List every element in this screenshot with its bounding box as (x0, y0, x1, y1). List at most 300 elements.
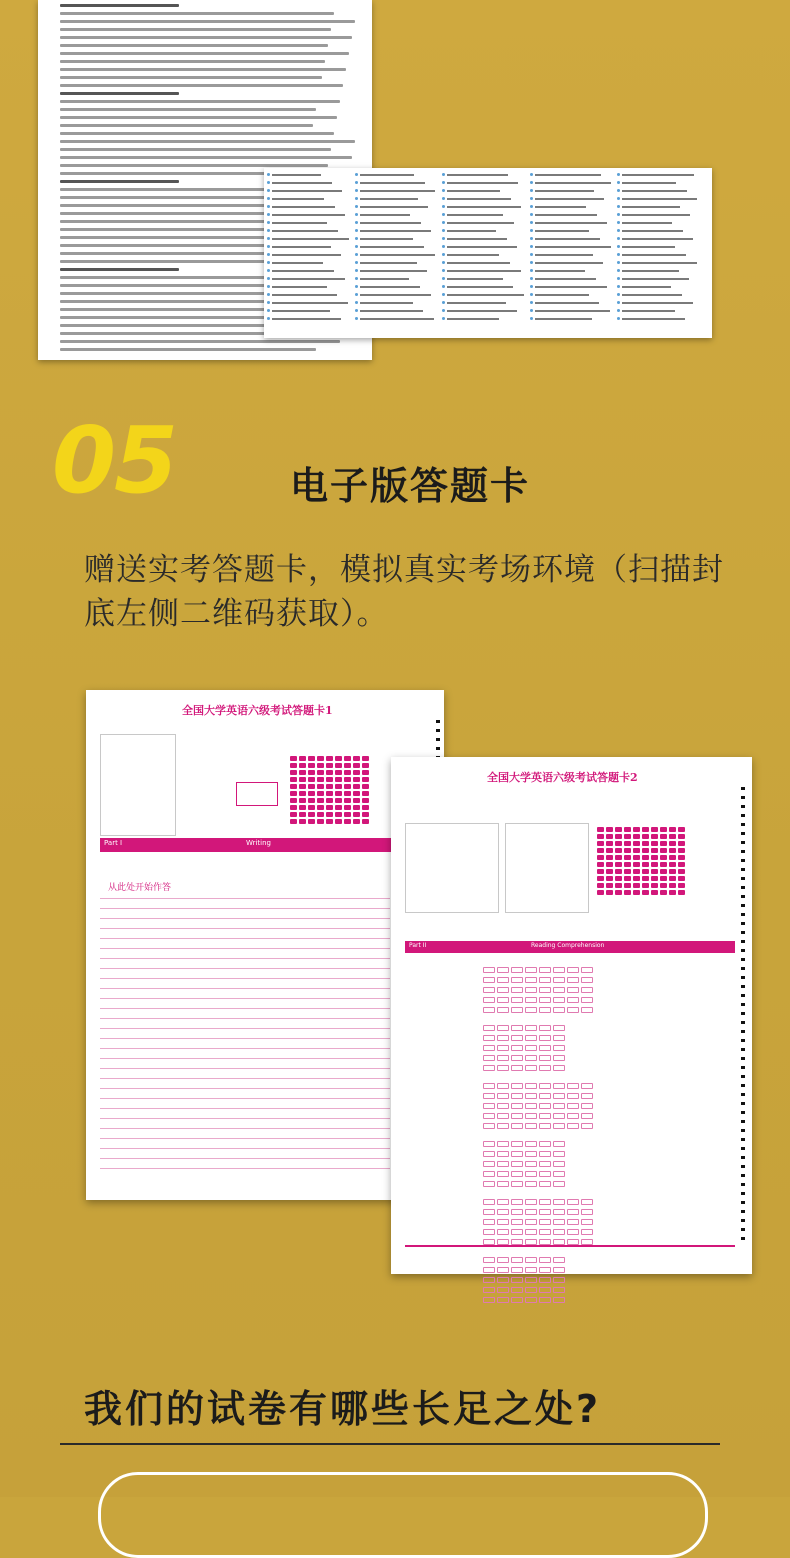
file-list-item (622, 182, 676, 184)
id-bubble (308, 798, 315, 803)
text-line (60, 84, 343, 87)
writing-line (100, 1028, 390, 1029)
answer-bubble (525, 1297, 537, 1303)
answer-bubble (553, 1287, 565, 1293)
answer-bubble (497, 1083, 509, 1089)
timing-mark (436, 747, 440, 750)
answer-bubble (581, 1083, 593, 1089)
file-list-item (535, 182, 612, 184)
id-bubble (615, 855, 622, 860)
id-bubble (344, 812, 351, 817)
id-bubble (624, 883, 631, 888)
answer-bubble (511, 1093, 523, 1099)
answer-bubble (567, 1093, 579, 1099)
id-bubble (326, 819, 333, 824)
timing-mark (741, 1012, 745, 1015)
file-list-item (535, 238, 600, 240)
id-bubble (669, 862, 676, 867)
file-list-item (272, 278, 345, 280)
id-bubble (308, 784, 315, 789)
file-list-item (447, 270, 520, 272)
id-bubble (651, 841, 658, 846)
id-bubble (669, 848, 676, 853)
timing-mark (741, 1237, 745, 1240)
file-list-item (622, 294, 682, 296)
file-list-item (447, 262, 510, 264)
text-line (60, 36, 352, 39)
id-bubble (669, 827, 676, 832)
file-list-grid (272, 174, 704, 332)
answer-bubble (483, 1267, 495, 1273)
id-bubble (335, 791, 342, 796)
id-bubble (353, 770, 360, 775)
timing-mark (741, 823, 745, 826)
id-bubble (326, 777, 333, 782)
answer-bubble (581, 987, 593, 993)
sheet2-answer-bubbles (483, 967, 683, 1315)
file-list-item (622, 254, 686, 256)
id-bubble (362, 763, 369, 768)
id-bubble (326, 812, 333, 817)
id-bubble (615, 848, 622, 853)
answer-bubble (497, 1257, 509, 1263)
timing-mark (741, 1102, 745, 1105)
text-line (60, 148, 331, 151)
answer-bubble (525, 1025, 537, 1031)
answer-bubble (525, 997, 537, 1003)
id-bubble (633, 869, 640, 874)
answer-bubble (553, 1277, 565, 1283)
file-list-item (447, 278, 502, 280)
id-bubble (353, 812, 360, 817)
file-list-item (622, 238, 693, 240)
id-bubble (615, 841, 622, 846)
id-bubble (335, 784, 342, 789)
id-bubble (615, 834, 622, 839)
file-list-item (360, 246, 424, 248)
answer-bubble (483, 1181, 495, 1187)
id-bubble (308, 777, 315, 782)
id-bubble (317, 763, 324, 768)
id-bubble (633, 876, 640, 881)
id-bubble (678, 883, 685, 888)
id-bubble (669, 841, 676, 846)
writing-line (100, 1078, 390, 1079)
answer-row (483, 1093, 683, 1099)
answer-bubble (483, 1199, 495, 1205)
id-bubble (624, 834, 631, 839)
sheet2-section-label: Reading Comprehension (531, 942, 605, 949)
answer-bubble (511, 1277, 523, 1283)
id-bubble (344, 756, 351, 761)
answer-bubble (539, 1257, 551, 1263)
answer-bubble (483, 1209, 495, 1215)
answer-bubble (483, 1257, 495, 1263)
file-list-item (622, 214, 690, 216)
file-list-item (272, 310, 330, 312)
id-bubble (597, 883, 604, 888)
answer-bubble (525, 1083, 537, 1089)
sheet2-title: 全国大学英语六级考试答题卡2 (487, 771, 638, 784)
file-list-item (535, 294, 589, 296)
file-list-column (622, 174, 704, 332)
id-bubble (651, 862, 658, 867)
answer-bubble (483, 987, 495, 993)
answer-bubble (483, 1297, 495, 1303)
answer-bubble (511, 1113, 523, 1119)
answer-bubble (581, 1093, 593, 1099)
next-section-frame (98, 1472, 708, 1558)
answer-bubble (483, 977, 495, 983)
answer-bubble (581, 1007, 593, 1013)
answer-bubble (553, 967, 565, 973)
file-list-item (535, 310, 610, 312)
answer-bubble (525, 1219, 537, 1225)
id-bubble (344, 805, 351, 810)
timing-mark (741, 895, 745, 898)
file-list-item (447, 214, 503, 216)
timing-mark (741, 1138, 745, 1141)
id-bubble (597, 862, 604, 867)
file-list-column (535, 174, 617, 332)
answer-bubble (553, 997, 565, 1003)
writing-line (100, 1128, 390, 1129)
answer-bubble (567, 987, 579, 993)
answer-bubble (511, 1287, 523, 1293)
id-bubble (317, 819, 324, 824)
timing-mark (741, 940, 745, 943)
id-bubble (633, 855, 640, 860)
id-bubble (606, 855, 613, 860)
id-bubble (290, 798, 297, 803)
answer-bubble (483, 1025, 495, 1031)
id-bubble (624, 841, 631, 846)
timing-mark (741, 1120, 745, 1123)
answer-bubble (511, 1103, 523, 1109)
id-bubble (606, 890, 613, 895)
writing-line (100, 948, 390, 949)
id-bubble (669, 855, 676, 860)
answer-row (483, 1025, 683, 1031)
id-bubble (362, 805, 369, 810)
text-line (60, 4, 179, 7)
text-line (60, 52, 349, 55)
timing-mark (741, 958, 745, 961)
answer-bubble (483, 997, 495, 1003)
answer-bubble (567, 997, 579, 1003)
answer-bubble (539, 997, 551, 1003)
answer-bubble (553, 1151, 565, 1157)
writing-line (100, 958, 390, 959)
answer-bubble (553, 1065, 565, 1071)
id-bubble (362, 784, 369, 789)
id-bubble (326, 805, 333, 810)
id-bubble (633, 883, 640, 888)
answer-bubble (581, 1103, 593, 1109)
answer-bubble (581, 967, 593, 973)
file-list-column (272, 174, 354, 332)
id-bubble (326, 784, 333, 789)
id-bubble (651, 855, 658, 860)
timing-mark (741, 1030, 745, 1033)
id-bubble (308, 763, 315, 768)
id-bubble (344, 770, 351, 775)
file-list-item (535, 174, 601, 176)
timing-mark (436, 738, 440, 741)
id-bubble (633, 890, 640, 895)
id-bubble (353, 777, 360, 782)
answer-bubble (511, 1181, 523, 1187)
timing-mark (741, 1048, 745, 1051)
id-bubble (353, 819, 360, 824)
id-bubble (633, 848, 640, 853)
timing-mark (741, 922, 745, 925)
text-line (60, 164, 328, 167)
timing-mark (741, 1003, 745, 1006)
answer-bubble (483, 1093, 495, 1099)
id-bubble (660, 862, 667, 867)
id-bubble (335, 756, 342, 761)
answer-bubble (525, 1171, 537, 1177)
answer-bubble (511, 1045, 523, 1051)
answer-bubble (525, 977, 537, 983)
file-list-item (272, 302, 348, 304)
id-bubble (344, 784, 351, 789)
id-bubble (299, 791, 306, 796)
text-line (60, 100, 340, 103)
sheet1-part-label: Part I (104, 839, 123, 847)
id-bubble (290, 791, 297, 796)
text-line (60, 140, 355, 143)
answer-bubble (497, 1161, 509, 1167)
answer-bubble (483, 1161, 495, 1167)
file-list-item (535, 214, 597, 216)
id-bubble (362, 791, 369, 796)
timing-mark (741, 796, 745, 799)
id-bubble (615, 890, 622, 895)
writing-line (100, 968, 390, 969)
text-line (60, 268, 179, 271)
file-list-item (622, 318, 685, 320)
id-bubble (633, 827, 640, 832)
answer-bubble (511, 997, 523, 1003)
file-list-item (272, 206, 335, 208)
answer-bubble (553, 1045, 565, 1051)
answer-bubble (511, 1229, 523, 1235)
id-bubble (326, 770, 333, 775)
id-bubble (651, 834, 658, 839)
answer-row (483, 1181, 683, 1187)
answer-bubble (567, 1123, 579, 1129)
answer-bubble (553, 1025, 565, 1031)
answer-bubble (567, 977, 579, 983)
timing-mark (741, 1075, 745, 1078)
id-bubble (299, 770, 306, 775)
id-bubble (669, 869, 676, 874)
id-bubble (299, 805, 306, 810)
writing-line (100, 1088, 390, 1089)
id-bubble (353, 763, 360, 768)
id-bubble (606, 883, 613, 888)
answer-row (483, 1229, 683, 1235)
answer-bubble (539, 1287, 551, 1293)
text-line (60, 156, 352, 159)
file-list-item (622, 206, 679, 208)
id-bubble (335, 805, 342, 810)
timing-mark (741, 841, 745, 844)
file-list-item (360, 318, 434, 320)
sheet1-info-box (100, 734, 176, 836)
writing-line (100, 898, 390, 899)
timing-mark (741, 805, 745, 808)
sheet2-part-label: Part II (409, 942, 427, 949)
answer-bubble (497, 1035, 509, 1041)
answer-row (483, 1103, 683, 1109)
timing-mark (741, 1228, 745, 1231)
file-list-item (622, 286, 671, 288)
writing-line (100, 988, 390, 989)
timing-mark (741, 967, 745, 970)
answer-row (483, 1199, 683, 1205)
answer-bubble (539, 1093, 551, 1099)
answer-bubble (553, 1181, 565, 1187)
timing-mark (741, 1183, 745, 1186)
file-list-item (622, 302, 692, 304)
id-bubble (353, 805, 360, 810)
id-bubble (299, 763, 306, 768)
text-line (60, 68, 346, 71)
id-bubble (317, 791, 324, 796)
id-bubble (606, 862, 613, 867)
id-bubble (344, 791, 351, 796)
id-bubble (597, 876, 604, 881)
id-bubble (678, 890, 685, 895)
id-bubble (606, 841, 613, 846)
file-list-item (622, 190, 686, 192)
answer-bubble (497, 1151, 509, 1157)
file-list-item (272, 174, 321, 176)
answer-bubble (567, 1209, 579, 1215)
id-bubble (642, 855, 649, 860)
id-bubble (362, 798, 369, 803)
id-bubble (597, 841, 604, 846)
answer-row (483, 1141, 683, 1147)
id-bubble (651, 827, 658, 832)
answer-row (483, 1219, 683, 1225)
file-list-item (360, 238, 414, 240)
answer-row (483, 1083, 683, 1089)
answer-bubble (525, 1181, 537, 1187)
file-list-item (272, 230, 338, 232)
answer-bubble (525, 1113, 537, 1119)
file-list-item (622, 174, 694, 176)
id-bubble (344, 777, 351, 782)
id-bubble (308, 770, 315, 775)
file-list-item (535, 302, 599, 304)
timing-mark (741, 1192, 745, 1195)
file-list-item (447, 254, 499, 256)
answer-bubble (539, 1209, 551, 1215)
answer-bubble (553, 1035, 565, 1041)
file-list-item (360, 206, 429, 208)
id-bubble (308, 819, 315, 824)
answer-bubble (483, 1219, 495, 1225)
timing-mark (741, 877, 745, 880)
id-bubble (597, 827, 604, 832)
answer-row (483, 997, 683, 1003)
file-list-item (535, 278, 596, 280)
id-bubble (660, 855, 667, 860)
id-bubble (317, 812, 324, 817)
file-list-item (447, 174, 507, 176)
answer-bubble (511, 1055, 523, 1061)
id-bubble (317, 805, 324, 810)
sheet2-bottom-line (405, 1245, 735, 1247)
answer-bubble (511, 1257, 523, 1263)
writing-line (100, 1048, 390, 1049)
file-list-item (622, 278, 689, 280)
file-list-item (360, 278, 410, 280)
answer-bubble (483, 1141, 495, 1147)
id-bubble (597, 848, 604, 853)
sheet1-section-label: Writing (246, 839, 271, 847)
file-list-item (535, 190, 594, 192)
writing-line (100, 1148, 390, 1149)
file-list-item (272, 262, 323, 264)
answer-bubble (497, 1229, 509, 1235)
file-list-item (360, 198, 418, 200)
answer-bubble (483, 1035, 495, 1041)
answer-bubble (511, 1035, 523, 1041)
timing-mark (741, 1156, 745, 1159)
id-bubble (642, 876, 649, 881)
file-list-item (272, 294, 337, 296)
answer-bubble (567, 1007, 579, 1013)
timing-mark (741, 868, 745, 871)
id-bubble (606, 848, 613, 853)
id-bubble (678, 834, 685, 839)
answer-bubble (553, 1113, 565, 1119)
id-bubble (353, 756, 360, 761)
file-list-item (447, 198, 511, 200)
timing-mark (741, 832, 745, 835)
file-list-item (622, 222, 672, 224)
file-list-item (447, 310, 516, 312)
answer-bubble (553, 1297, 565, 1303)
answer-bubble (525, 987, 537, 993)
id-bubble (642, 834, 649, 839)
sheet1-id-bubbles (290, 756, 369, 824)
id-bubble (651, 848, 658, 853)
answer-bubble (497, 1123, 509, 1129)
answer-row (483, 1287, 683, 1293)
writing-line (100, 1008, 390, 1009)
id-bubble (624, 869, 631, 874)
id-bubble (678, 827, 685, 832)
answer-bubble (497, 1007, 509, 1013)
writing-line (100, 998, 390, 999)
answer-bubble (497, 1045, 509, 1051)
file-list-item (535, 270, 586, 272)
answer-bubble (483, 1007, 495, 1013)
answer-bubble (539, 1267, 551, 1273)
id-bubble (660, 883, 667, 888)
file-list-item (447, 206, 521, 208)
text-line (60, 12, 334, 15)
text-line (60, 124, 313, 127)
answer-bubble (567, 967, 579, 973)
answer-bubble (497, 1093, 509, 1099)
